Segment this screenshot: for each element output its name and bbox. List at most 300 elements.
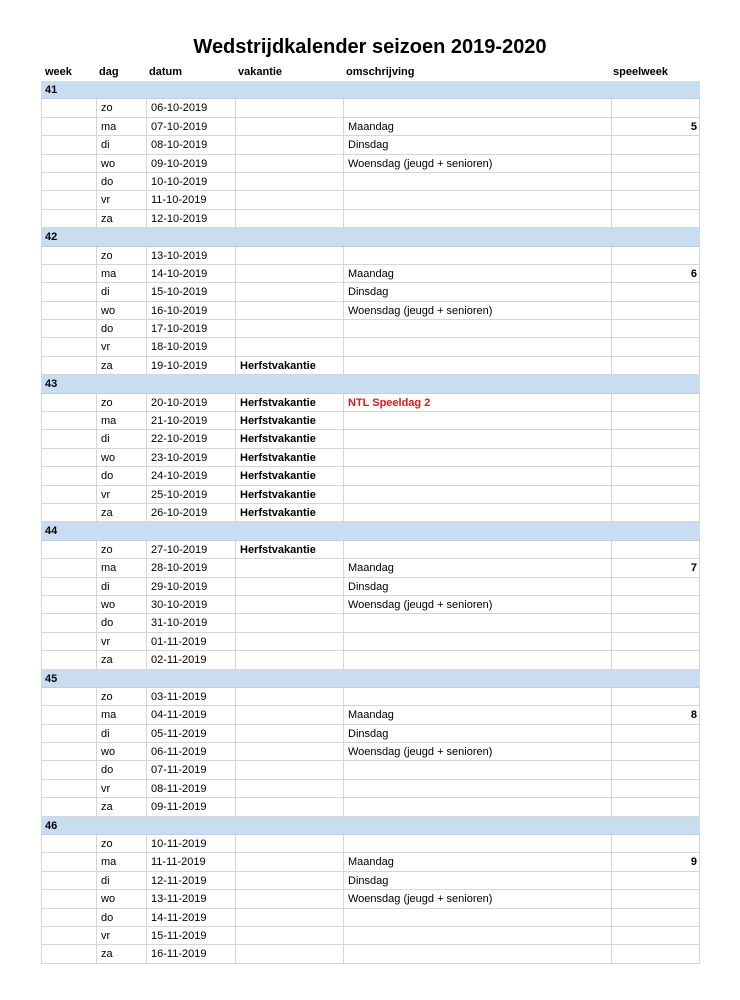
- cell-dag: [96, 853, 146, 870]
- cell-dag: [96, 633, 146, 650]
- week-number: 44: [45, 525, 58, 538]
- cell-datum-text: 03-11-2019: [151, 690, 207, 703]
- cell-dag: [96, 651, 146, 668]
- table-row: [41, 688, 700, 706]
- cell-dag: [96, 927, 146, 944]
- cell-dag-text: di: [101, 727, 110, 740]
- cell-vakantie-text: Herfstvakantie: [240, 451, 316, 464]
- week-number: 41: [45, 84, 58, 96]
- cell-speelweek: [611, 155, 700, 172]
- table-row: [41, 872, 700, 890]
- cell-vakantie: [235, 743, 343, 760]
- cell-speelweek: [611, 706, 700, 723]
- cell-vakantie: [235, 449, 343, 466]
- cell-vakantie: [235, 357, 343, 374]
- table-row: [41, 136, 700, 154]
- cell-omschrijving: [343, 651, 611, 668]
- cell-dag-text: zo: [101, 249, 113, 262]
- cell-omschrijving-text: Woensdag (jeugd + senioren): [348, 157, 493, 170]
- page-title: Wedstrijdkalender seizoen 2019-2020: [193, 36, 547, 58]
- cell-datum: [146, 559, 235, 576]
- cell-dag-text: di: [101, 580, 110, 593]
- cell-vakantie: [235, 853, 343, 870]
- cell-omschrijving: [343, 265, 611, 282]
- cell-datum-text: 12-10-2019: [151, 212, 208, 225]
- cell-dag: [96, 706, 146, 723]
- cell-omschrijving: [343, 909, 611, 926]
- cell-speelweek: [611, 651, 700, 668]
- cell-datum: [146, 338, 235, 355]
- cell-dag-text: do: [101, 764, 114, 777]
- cell-dag-text: za: [101, 359, 113, 372]
- cell-omschrijving: [343, 283, 611, 300]
- table-row: [41, 541, 700, 559]
- table-row: [41, 338, 700, 356]
- cell-omschrijving: [343, 210, 611, 227]
- cell-dag-text: vr: [101, 782, 111, 795]
- cell-omschrijving: [343, 743, 611, 760]
- cell-dag-text: za: [101, 801, 113, 814]
- cell-dag: [96, 743, 146, 760]
- cell-datum: [146, 118, 235, 135]
- table-row: [41, 247, 700, 265]
- cell-omschrijving: [343, 118, 611, 135]
- cell-omschrijving: [343, 247, 611, 264]
- cell-speelweek: [611, 247, 700, 264]
- cell-omschrijving: [343, 302, 611, 319]
- column-header-row: [0, 64, 740, 81]
- cell-datum-text: 06-11-2019: [151, 746, 207, 759]
- cell-vakantie-text: Herfstvakantie: [240, 433, 316, 446]
- cell-omschrijving-text: Dinsdag: [348, 139, 389, 152]
- cell-vakantie: [235, 945, 343, 962]
- cell-speelweek-text: 5: [690, 120, 697, 133]
- cell-dag: [96, 430, 146, 447]
- cell-vakantie: [235, 118, 343, 135]
- cell-speelweek: [611, 559, 700, 576]
- table-row: [41, 99, 700, 117]
- cell-vakantie: [235, 725, 343, 742]
- cell-vakantie: [235, 467, 343, 484]
- cell-speelweek: [611, 909, 700, 926]
- cell-datum: [146, 633, 235, 650]
- cell-datum-text: 09-11-2019: [151, 801, 207, 814]
- cell-omschrijving: [343, 614, 611, 631]
- cell-speelweek: [611, 890, 700, 907]
- cell-dag: [96, 449, 146, 466]
- cell-omschrijving-text: Woensdag (jeugd + senioren): [348, 304, 493, 317]
- cell-speelweek: [611, 265, 700, 282]
- cell-datum-text: 23-10-2019: [151, 451, 208, 464]
- table-row: [41, 283, 700, 301]
- cell-speelweek: [611, 798, 700, 815]
- cell-datum: [146, 467, 235, 484]
- cell-speelweek: [611, 394, 700, 411]
- cell-omschrijving-text: Woensdag (jeugd + senioren): [348, 598, 493, 611]
- cell-speelweek: [611, 99, 700, 116]
- cell-dag-text: zo: [101, 102, 113, 115]
- cell-omschrijving: [343, 191, 611, 208]
- cell-dag: [96, 467, 146, 484]
- week-number: 43: [45, 378, 58, 391]
- cell-datum: [146, 835, 235, 852]
- cell-datum: [146, 449, 235, 466]
- cell-vakantie: [235, 541, 343, 558]
- cell-datum-text: 12-11-2019: [151, 874, 207, 887]
- table-row: [41, 798, 700, 816]
- cell-vakantie-text: Herfstvakantie: [240, 359, 316, 372]
- cell-omschrijving: [343, 835, 611, 852]
- table-row: [41, 320, 700, 338]
- cell-speelweek: [611, 614, 700, 631]
- cell-datum: [146, 136, 235, 153]
- cell-dag: [96, 155, 146, 172]
- cell-dag: [96, 688, 146, 705]
- cell-datum: [146, 909, 235, 926]
- cell-dag: [96, 798, 146, 815]
- cell-dag-text: vr: [101, 635, 111, 648]
- table-row: [41, 173, 700, 191]
- cell-datum: [146, 173, 235, 190]
- cell-vakantie: [235, 872, 343, 889]
- table-row: [41, 945, 700, 963]
- table-row: [41, 155, 700, 173]
- cell-omschrijving: [343, 780, 611, 797]
- cell-dag-text: za: [101, 506, 113, 519]
- cell-dag-text: ma: [101, 856, 117, 869]
- cell-datum: [146, 247, 235, 264]
- cell-datum-text: 20-10-2019: [151, 396, 208, 409]
- table-row: [41, 467, 700, 485]
- cell-dag: [96, 320, 146, 337]
- cell-dag: [96, 780, 146, 797]
- table-row: [41, 559, 700, 577]
- cell-vakantie-text: Herfstvakantie: [240, 488, 316, 501]
- cell-dag-text: vr: [101, 929, 111, 942]
- cell-speelweek: [611, 320, 700, 337]
- cell-dag: [96, 541, 146, 558]
- cell-speelweek-text: 6: [690, 267, 697, 280]
- week-header-row: [41, 522, 700, 540]
- cell-omschrijving: [343, 559, 611, 576]
- cell-vakantie: [235, 798, 343, 815]
- cell-datum: [146, 927, 235, 944]
- cell-datum-text: 02-11-2019: [151, 654, 207, 667]
- cell-vakantie: [235, 909, 343, 926]
- cell-omschrijving-text: Maandag: [348, 562, 394, 575]
- cell-dag-text: do: [101, 617, 114, 630]
- header-vakantie: vakantie: [238, 66, 283, 78]
- week-header-row: [41, 817, 700, 835]
- cell-datum: [146, 945, 235, 962]
- cell-dag: [96, 835, 146, 852]
- cell-datum-text: 21-10-2019: [151, 415, 208, 428]
- cell-vakantie: [235, 890, 343, 907]
- cell-vakantie: [235, 136, 343, 153]
- cell-omschrijving: [343, 449, 611, 466]
- cell-speelweek: [611, 338, 700, 355]
- cell-datum-text: 04-11-2019: [151, 709, 207, 722]
- cell-vakantie: [235, 394, 343, 411]
- cell-dag: [96, 357, 146, 374]
- cell-omschrijving: [343, 798, 611, 815]
- cell-speelweek-text: 7: [690, 562, 697, 575]
- cell-datum-text: 07-10-2019: [151, 120, 208, 133]
- cell-vakantie-text: Herfstvakantie: [240, 470, 316, 483]
- cell-omschrijving-text: Maandag: [348, 267, 394, 280]
- cell-datum-text: 15-10-2019: [151, 286, 208, 299]
- table-row: [41, 596, 700, 614]
- cell-datum: [146, 890, 235, 907]
- cell-omschrijving-text: Maandag: [348, 856, 394, 869]
- cell-vakantie: [235, 504, 343, 521]
- table-row: [41, 761, 700, 779]
- cell-datum-text: 19-10-2019: [151, 359, 208, 372]
- table-row: [41, 412, 700, 430]
- cell-datum-text: 31-10-2019: [151, 617, 208, 630]
- cell-datum-text: 16-10-2019: [151, 304, 208, 317]
- cell-vakantie: [235, 633, 343, 650]
- cell-dag-text: za: [101, 948, 113, 961]
- cell-dag-text: ma: [101, 267, 117, 280]
- cell-dag-text: zo: [101, 690, 113, 703]
- table-row: [41, 578, 700, 596]
- cell-dag-text: wo: [101, 893, 116, 906]
- cell-dag: [96, 118, 146, 135]
- cell-speelweek: [611, 725, 700, 742]
- cell-dag-text: ma: [101, 562, 117, 575]
- cell-vakantie: [235, 302, 343, 319]
- cell-vakantie: [235, 780, 343, 797]
- cell-dag-text: vr: [101, 194, 111, 207]
- cell-datum-text: 17-10-2019: [151, 323, 208, 336]
- table-row: [41, 449, 700, 467]
- cell-omschrijving: [343, 725, 611, 742]
- cell-omschrijving: [343, 486, 611, 503]
- cell-datum-text: 11-11-2019: [151, 856, 206, 869]
- cell-dag-text: ma: [101, 415, 117, 428]
- cell-omschrijving: [343, 761, 611, 778]
- cell-omschrijving: [343, 890, 611, 907]
- cell-datum: [146, 780, 235, 797]
- cell-dag-text: do: [101, 470, 114, 483]
- cell-dag: [96, 614, 146, 631]
- cell-omschrijving: [343, 541, 611, 558]
- cell-datum: [146, 412, 235, 429]
- cell-datum: [146, 853, 235, 870]
- calendar-table: [41, 81, 700, 964]
- cell-datum-text: 05-11-2019: [151, 727, 207, 740]
- cell-dag: [96, 173, 146, 190]
- cell-dag-text: wo: [101, 746, 116, 759]
- cell-datum: [146, 155, 235, 172]
- cell-speelweek: [611, 430, 700, 447]
- cell-dag-text: ma: [101, 709, 117, 722]
- cell-omschrijving-text: Dinsdag: [348, 286, 389, 299]
- cell-omschrijving: [343, 578, 611, 595]
- cell-datum-text: 01-11-2019: [151, 635, 207, 648]
- cell-speelweek: [611, 761, 700, 778]
- cell-datum-text: 13-10-2019: [151, 249, 208, 262]
- cell-dag: [96, 136, 146, 153]
- cell-omschrijving-text: Maandag: [348, 709, 394, 722]
- table-row: [41, 486, 700, 504]
- cell-omschrijving: [343, 394, 611, 411]
- cell-vakantie: [235, 578, 343, 595]
- cell-omschrijving-text: Maandag: [348, 120, 394, 133]
- cell-dag-text: do: [101, 175, 114, 188]
- cell-dag: [96, 761, 146, 778]
- cell-datum: [146, 265, 235, 282]
- table-row: [41, 743, 700, 761]
- cell-dag-text: ma: [101, 120, 117, 133]
- cell-omschrijving: [343, 872, 611, 889]
- cell-datum-text: 16-11-2019: [151, 948, 207, 961]
- cell-omschrijving: [343, 320, 611, 337]
- cell-vakantie: [235, 835, 343, 852]
- cell-dag: [96, 247, 146, 264]
- cell-omschrijving: [343, 357, 611, 374]
- cell-datum: [146, 210, 235, 227]
- cell-omschrijving: [343, 467, 611, 484]
- cell-datum: [146, 541, 235, 558]
- cell-dag: [96, 909, 146, 926]
- cell-datum: [146, 596, 235, 613]
- cell-omschrijving: [343, 927, 611, 944]
- cell-dag-text: wo: [101, 598, 116, 611]
- cell-datum: [146, 357, 235, 374]
- cell-dag: [96, 412, 146, 429]
- cell-datum: [146, 872, 235, 889]
- cell-datum-text: 13-11-2019: [151, 893, 207, 906]
- cell-speelweek: [611, 927, 700, 944]
- cell-speelweek: [611, 118, 700, 135]
- cell-datum: [146, 486, 235, 503]
- cell-omschrijving-text: Dinsdag: [348, 580, 389, 593]
- cell-datum: [146, 761, 235, 778]
- cell-dag-text: di: [101, 433, 110, 446]
- cell-dag: [96, 578, 146, 595]
- cell-vakantie: [235, 155, 343, 172]
- cell-datum: [146, 283, 235, 300]
- cell-datum-text: 24-10-2019: [151, 470, 208, 483]
- cell-datum-text: 10-10-2019: [151, 175, 208, 188]
- cell-speelweek: [611, 541, 700, 558]
- cell-speelweek: [611, 302, 700, 319]
- cell-speelweek-text: 8: [690, 709, 697, 722]
- cell-datum: [146, 320, 235, 337]
- cell-speelweek-text: 9: [690, 856, 697, 869]
- table-row: [41, 706, 700, 724]
- cell-dag-text: do: [101, 323, 114, 336]
- cell-omschrijving: [343, 504, 611, 521]
- cell-dag: [96, 872, 146, 889]
- cell-vakantie: [235, 651, 343, 668]
- cell-dag: [96, 338, 146, 355]
- cell-datum: [146, 394, 235, 411]
- cell-dag: [96, 302, 146, 319]
- cell-datum-text: 30-10-2019: [151, 598, 208, 611]
- cell-vakantie: [235, 173, 343, 190]
- cell-speelweek: [611, 136, 700, 153]
- table-row: [41, 725, 700, 743]
- cell-speelweek: [611, 504, 700, 521]
- cell-datum-text: 08-11-2019: [151, 782, 207, 795]
- cell-omschrijving: [343, 412, 611, 429]
- cell-datum: [146, 578, 235, 595]
- header-speelweek: speelweek: [613, 66, 669, 78]
- cell-vakantie: [235, 191, 343, 208]
- cell-vakantie: [235, 486, 343, 503]
- cell-dag: [96, 210, 146, 227]
- cell-datum-text: 18-10-2019: [151, 341, 208, 354]
- cell-omschrijving: [343, 706, 611, 723]
- cell-vakantie: [235, 614, 343, 631]
- cell-speelweek: [611, 945, 700, 962]
- cell-vakantie-text: Herfstvakantie: [240, 396, 316, 409]
- cell-datum: [146, 302, 235, 319]
- week-header-row: [41, 81, 700, 99]
- table-row: [41, 890, 700, 908]
- cell-omschrijving-text: Dinsdag: [348, 727, 389, 740]
- table-row: [41, 633, 700, 651]
- cell-vakantie: [235, 412, 343, 429]
- cell-datum-text: 14-10-2019: [151, 267, 208, 280]
- cell-dag-text: zo: [101, 396, 113, 409]
- cell-omschrijving: [343, 338, 611, 355]
- cell-speelweek: [611, 467, 700, 484]
- cell-datum-text: 25-10-2019: [151, 488, 208, 501]
- cell-datum-text: 28-10-2019: [151, 562, 208, 575]
- cell-dag-text: za: [101, 654, 113, 667]
- cell-datum: [146, 191, 235, 208]
- cell-dag: [96, 596, 146, 613]
- cell-dag-text: wo: [101, 157, 116, 170]
- table-row: [41, 191, 700, 209]
- cell-datum-text: 06-10-2019: [151, 102, 208, 115]
- table-row: [41, 835, 700, 853]
- cell-datum: [146, 504, 235, 521]
- cell-datum: [146, 725, 235, 742]
- cell-dag: [96, 504, 146, 521]
- table-row: [41, 651, 700, 669]
- cell-speelweek: [611, 412, 700, 429]
- cell-vakantie: [235, 283, 343, 300]
- cell-omschrijving: [343, 173, 611, 190]
- cell-vakantie: [235, 265, 343, 282]
- table-row: [41, 430, 700, 448]
- cell-dag: [96, 486, 146, 503]
- cell-dag-text: za: [101, 212, 113, 225]
- cell-datum: [146, 99, 235, 116]
- cell-speelweek: [611, 853, 700, 870]
- cell-vakantie-text: Herfstvakantie: [240, 415, 316, 428]
- cell-omschrijving: [343, 136, 611, 153]
- week-number: 45: [45, 672, 58, 685]
- cell-datum: [146, 706, 235, 723]
- cell-dag: [96, 265, 146, 282]
- cell-datum-text: 29-10-2019: [151, 580, 208, 593]
- cell-dag-text: vr: [101, 341, 111, 354]
- table-row: [41, 909, 700, 927]
- cell-datum-text: 27-10-2019: [151, 543, 208, 556]
- cell-speelweek: [611, 780, 700, 797]
- week-number: 42: [45, 231, 58, 244]
- cell-datum-text: 14-11-2019: [151, 911, 207, 924]
- cell-datum-text: 10-11-2019: [151, 838, 207, 851]
- cell-dag: [96, 945, 146, 962]
- cell-dag-text: di: [101, 139, 110, 152]
